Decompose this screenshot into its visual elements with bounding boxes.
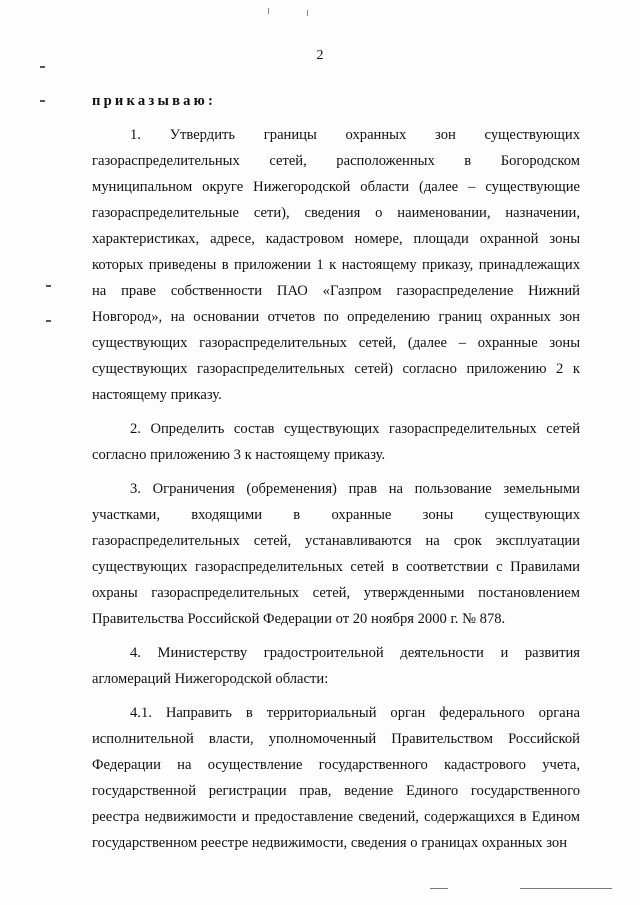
scan-artifact-line xyxy=(520,888,612,889)
order-heading: приказываю: xyxy=(92,93,217,109)
paragraph-4-1: 4.1. Направить в территориальный орган федерального органа исполнительной власти, уполномоченный Правительством Российской Федерации на осуществление государственного кадастрового учета, государственной регистрации прав, ведение Единого государственного реестра недвижимости и предоставление сведений, содержащихся в Едином государственном реестре недвижимости, сведения о границах охранных зон xyxy=(92,705,580,851)
punch-hole-mark xyxy=(40,66,45,68)
paragraph-1: 1. Утвердить границы охранных зон существующих газораспределительных сетей, расположенных в Богородском муниципальном округе Нижегородской области (далее – существующие газораспределительные сети), сведения о наименовании, назначении, характеристиках, адресе, кадастровом номере, площади охранной зоны которых приведены в приложении 1 к настоящему приказу, принадлежащих на праве собственности ПАО «Газпром газораспределение Нижний Новгород», на основании отчетов по определению границ охранных зон существующих газораспределительных сетей, (далее – охранные зоны существующих газораспределительных сетей) согласно приложению 2 к настоящему приказу. xyxy=(92,127,580,403)
scan-artifact-line xyxy=(430,888,448,889)
punch-hole-mark xyxy=(40,100,45,102)
punch-hole-mark xyxy=(46,320,51,322)
page-number: 2 xyxy=(316,48,324,63)
punch-hole-mark xyxy=(46,285,51,287)
scan-artifact xyxy=(268,8,269,14)
document-body xyxy=(92,88,580,864)
paragraph-2: 2. Определить состав существующих газораспределительных сетей согласно приложению 3 к настоящему приказу. xyxy=(92,421,580,463)
paragraph-3: 3. Ограничения (обременения) прав на пользование земельными участками, входящими в охранные зоны существующих газораспределительных сетей, устанавливаются на срок эксплуатации существующих газораспределительных сетей в соответствии с Правилами охраны газораспределительных сетей, утвержденными постановлением Правительства Российской Федерации от 20 ноября 2000 г. № 878. xyxy=(92,481,580,627)
paragraph-4: 4. Министерству градостроительной деятельности и развития агломераций Нижегородской области: xyxy=(92,645,580,687)
scan-artifact xyxy=(307,10,308,16)
